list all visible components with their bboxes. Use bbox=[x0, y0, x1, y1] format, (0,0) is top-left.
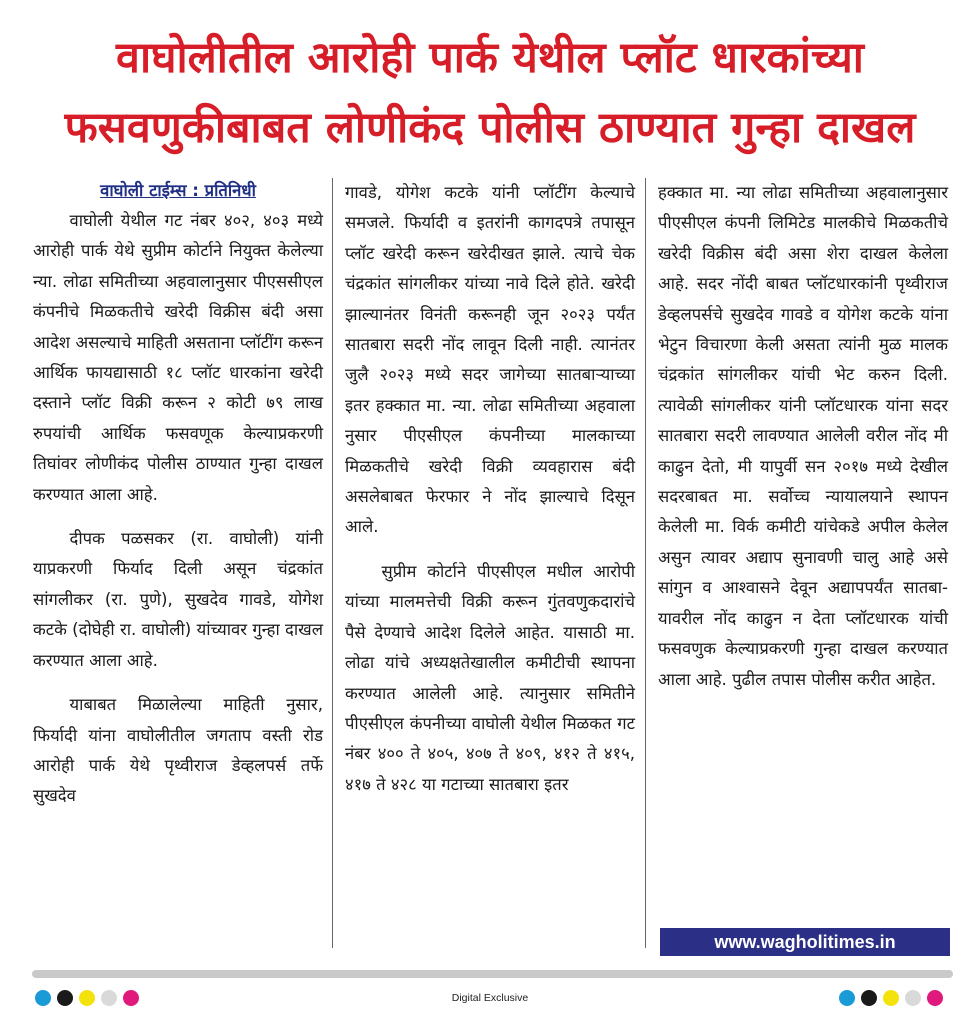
headline-line-2: फसवणुकीबाबत लोणीकंद पोलीस ठाण्यात गुन्हा दाखल bbox=[64, 103, 916, 153]
paragraph: वाघोली येथील गट नंबर ४०२, ४०३ मध्ये आरोही पार्क येथे सुप्रीम कोर्टाने नियुक्त केलेल्या न्या. लोढा समितीच्या अहवालानुसार पीएससीएल कंपनीचे मिळकतीचे खरेदी विक्रीस बंदी असा आदेश असल्याचे माहिती असताना प्लॉटींग करून आर्थिक फायद्यासाठी १८ प्लॉट धारकांना खरेदी दस्ताने प्लॉट विक्री करून २ कोटी ७९ लाख रुपयांची आर्थिक फसवणूक केल्याप्रकरणी तिघांवर लोणीकंद पोलीस ठाण्यात गुन्हा दाखल करण्यात आला आहे. bbox=[33, 211, 323, 504]
paragraph: गावडे, योगेश कटके यांनी प्लॉटींग केल्याचे समजले. फिर्यादी व इतरांनी कागदपत्रे तपासून प्लॉट खरेदी करून खरेदीखत झाले. त्याचे चेक चंद्रकांत सांगलीकर यांच्या नावे दिले होते. खरेदी झाल्यानंतर विनंती करूनही जून २०२३ पर्यंत सातबारा सदरी नोंद लावून दिली नाही. त्यानंतर जुलै २०२३ मध्ये सदर जागेच्या सातबाऱ्याच्या इतर हक्कात मा. न्या. लोढा समितीच्या अहवाला नुसार पीएसीएल कंपनीच्या मालकाच्या मिळकतीचे खरेदी विक्री व्यवहारास बंदी असलेबाबत फेरफार ने नोंद झाल्याचे दिसून आले. bbox=[345, 183, 635, 537]
registration-dot bbox=[839, 990, 855, 1006]
registration-dot bbox=[883, 990, 899, 1006]
paragraph: दीपक पळसकर (रा. वाघोली) यांनी याप्रकरणी फिर्याद दिली असून चंद्रकांत सांगलीकर (रा. पुणे), सुखदेव गावडे, योगेश कटके (दोघेही रा. वाघोली) यांच्यावर गुन्हा दाखल करण्यात आला आहे. bbox=[33, 529, 323, 670]
registration-dot bbox=[905, 990, 921, 1006]
registration-marks-right bbox=[839, 990, 943, 1006]
article-column-3 bbox=[658, 178, 948, 695]
column-divider bbox=[332, 178, 333, 948]
website-banner: www.wagholitimes.in bbox=[660, 928, 950, 956]
column-divider bbox=[645, 178, 646, 948]
footer-label: Digital Exclusive bbox=[451, 992, 529, 1004]
paragraph: सुप्रीम कोर्टाने पीएसीएल मधील आरोपी यांच्या मालमत्तेची विक्री करून गुंतवणुकदारांचे पैसे देण्याचे आदेश दिलेले आहेत. यासाठी मा. लोढा यांचे अध्यक्षतेखालील कमीटीची स्थापना करण्यात आलेली आहे. त्यानुसार समितीने पीएसीएल कंपनीच्या वाघोली येथील मिळकत गट नंबर ४०० ते ४०५, ४०७ ते ४०९, ४१२ ते ४१५, ४१७ ते ४२८ या गटाच्या सातबारा इतर bbox=[345, 561, 635, 794]
registration-dot bbox=[927, 990, 943, 1006]
bottom-rule bbox=[32, 970, 953, 978]
byline: वाघोली टाईम्स : प्रतिनिधी bbox=[100, 181, 256, 200]
article-column-2 bbox=[345, 178, 635, 800]
article-column-1 bbox=[33, 178, 323, 812]
paragraph: याबाबत मिळालेल्या माहिती नुसार, फिर्यादी यांना वाघोलीतील जगताप वस्ती रोड आरोही पार्क येथे पृथ्वीराज डेव्हलपर्स तर्फे सुखदेव bbox=[33, 695, 323, 806]
headline-line-1: वाघोलीतील आरोही पार्क येथील प्लॉट धारकांच्या bbox=[116, 33, 864, 83]
paragraph: हक्कात मा. न्या लोढा समितीच्या अहवालानुसार पीएसीएल कंपनी लिमिटेड मालकीचे मिळकतीचे खरेदी विक्रीस बंदी असा शेरा दाखल केलेला आहे. सदर नोंदी बाबत प्लॉटधारकांनी पृथ्वीराज डेव्हलपर्सचे सुखदेव गावडे व योगेश कटके यांना भेटुन विचारणा केली असता त्यांनी मुळ मालक चंद्रकांत सांगलीकर यांची भेट करुन दिली. त्यावेळी सांगलीकर यांनी प्लॉटधारक यांना सदर सातबारा सदरी लावण्यात आलेली वरील नोंद मी काढुन देतो, मी यापुर्वी सन २०१७ मध्ये देखील सदरबाबत मा. सर्वोच्च न्यायालयाने स्थापन केलेली मा. विर्क कमीटी यांचेकडे अपील केलेल असुन त्यावर अद्याप सुनावणी चालु आहे असे सांगुन व आश्वासने देवून अद्यापपर्यंत सातबा-यावरील नोंद काढुन न देता प्लॉटधारक यांची फसवणुक केल्याप्रकरणी गुन्हा दाखल करण्यात आला आहे. पुढील तपास पोलीस करीत आहेत. bbox=[658, 183, 948, 689]
registration-dot bbox=[861, 990, 877, 1006]
